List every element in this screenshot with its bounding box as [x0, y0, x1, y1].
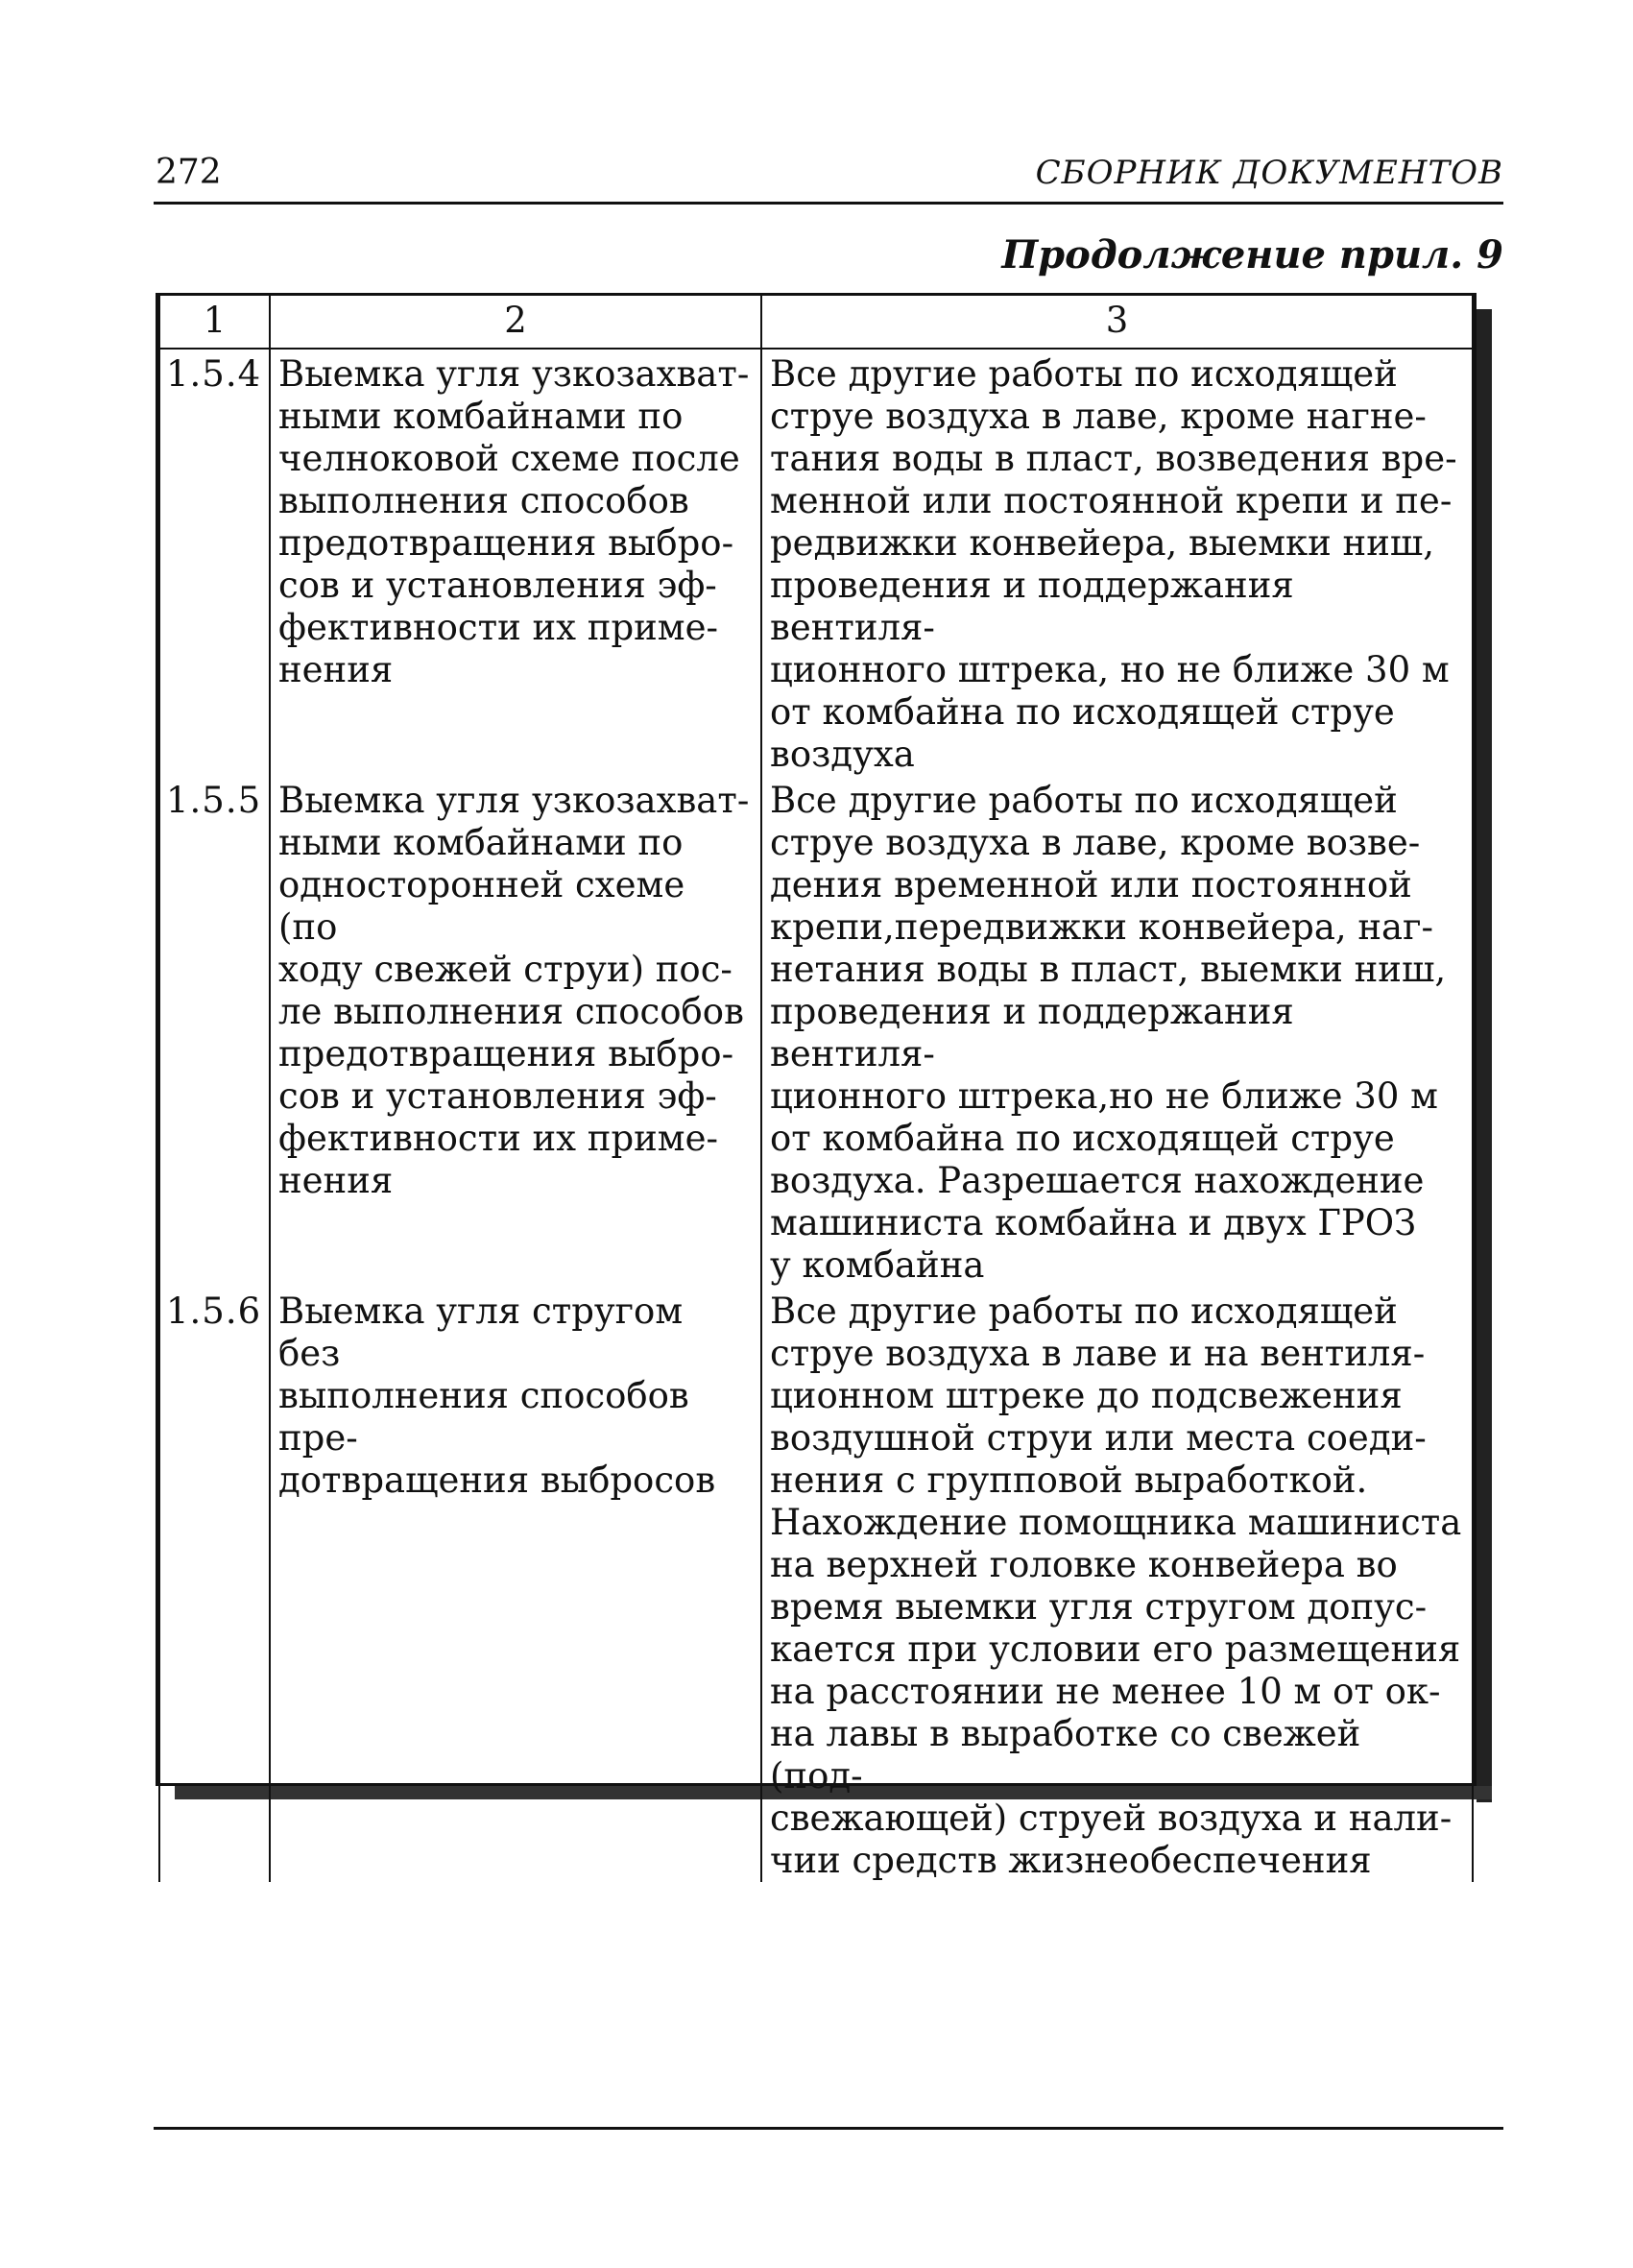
work-description: Выемка угля узкозахват- ными комбайнами по односторонней схеме (по ходу свежей струи) пос- ле выполнения способов предотвращения выбро- сов и установления эф- фективности их приме- нения	[278, 780, 750, 1201]
table-header-row	[159, 296, 1473, 349]
work-description-cell	[270, 349, 761, 776]
work-description-cell	[270, 1287, 761, 1882]
appendix-table-grid	[158, 296, 1474, 1882]
row-number: 1.5.4	[159, 349, 270, 776]
continuation-label: Продолжение прил. 9	[1001, 232, 1503, 277]
work-description-cell	[270, 776, 761, 1287]
restrictions-cell	[761, 776, 1473, 1287]
header-divider	[154, 202, 1503, 205]
table-row	[159, 1287, 1473, 1882]
row-number: 1.5.5	[159, 776, 270, 1287]
restrictions-cell	[761, 349, 1473, 776]
column-header-1: 1	[159, 296, 270, 349]
appendix-table	[156, 293, 1477, 1881]
table-row	[159, 349, 1473, 776]
work-description: Выемка угля стругом без выполнения способов пре- дотвращения выбросов	[278, 1291, 716, 1501]
column-header-3: 3	[761, 296, 1473, 349]
restrictions-text: Все другие работы по исходящей струе воздуха в лаве, кроме нагне- тания воды в пласт, возведения вре- менной или постоянной крепи и пе- редвижки конвейера, выемки ниш, проведения и поддержания вентиля- ционного штрека, но не ближе 30 м от комбайна по исходящей струе воздуха	[770, 353, 1457, 775]
restrictions-cell	[761, 1287, 1473, 1882]
page-number: 272	[156, 153, 222, 192]
table-row	[159, 776, 1473, 1287]
work-description: Выемка угля узкозахват- ными комбайнами по челноковой схеме после выполнения способов предотвращения выбро- сов и установления эф- фективности их приме- нения	[278, 353, 750, 690]
column-header-2: 2	[270, 296, 761, 349]
footer-divider	[154, 2127, 1503, 2130]
restrictions-text: Все другие работы по исходящей струе воздуха в лаве, кроме возве- дения временной или постоянной крепи,передвижки конвейера, наг- нетания воды в пласт, выемки ниш, проведения и поддержания вентиля- ционного штрека,но не ближе 30 м от комбайна по исходящей струе воздуха. Разрешается нахождение машиниста комбайна и двух ГРОЗ у комбайна	[770, 780, 1447, 1286]
restrictions-text: Все другие работы по исходящей струе воздуха в лаве и на вентиля- ционном штреке до подсвежения воздушной струи или места соеди- нения с групповой выработкой. Нахождение помощника машиниста на верхней головке конвейера во время выемки угля стругом допус- кается при условии его размещения на расстоянии не менее 10 м от ок- на лавы в выработке со свежей (под- свежающей) струей воздуха и нали- чии средств жизнеобеспечения	[770, 1291, 1462, 1881]
row-number: 1.5.6	[159, 1287, 270, 1882]
running-title: СБОРНИК ДОКУМЕНТОВ	[1035, 154, 1503, 192]
table-shadow-right	[1477, 309, 1492, 1802]
